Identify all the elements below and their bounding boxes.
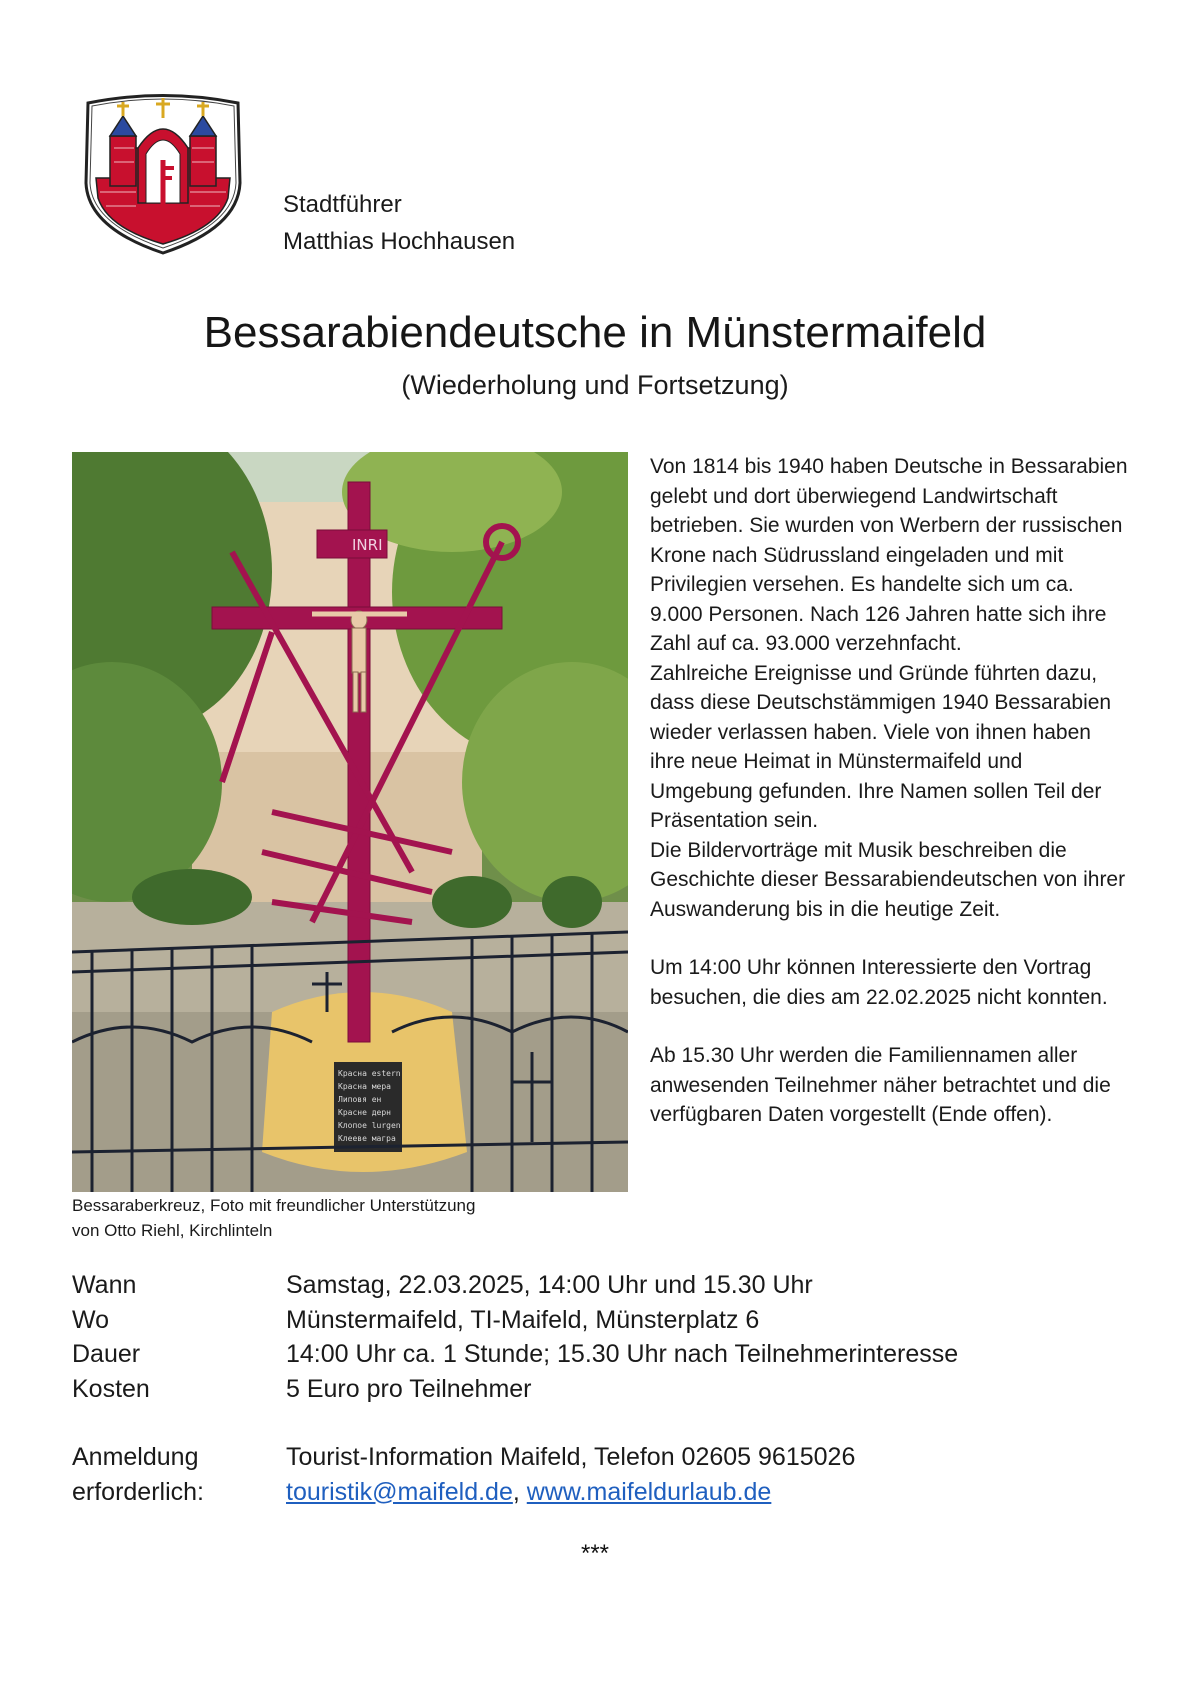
author-role: Stadtführer [283,191,402,218]
description-paragraph-first-session: Um 14:00 Uhr können Interessierte den Vortrag besuchen, die dies am 22.02.2025 nicht konnten. [650,956,1108,1009]
event-description [650,452,1130,1130]
detail-value: 14:00 Uhr ca. 1 Stunde; 15.30 Uhr nach Teilnehmerinteresse [286,1340,959,1368]
page-title: Bessarabiendeutsche in Münstermaifeld [203,308,987,357]
description-paragraph-history: Von 1814 bis 1940 haben Deutsche in Bessarabien gelebt und dort überwiegend Landwirtschaft betrieben. Sie wurden von Werbern der russischen Krone nach Südrussland eingeladen und mit Privilegien versehen. Es handelte sich um ca. 9.000 Personen. Nach 126 Jahren hatte sich ihre Zahl auf ca. 93.000 verzehnfacht. [650,455,1128,655]
link-separator: , [512,1477,527,1506]
sign-line-4: Красне дерн [338,1108,391,1117]
detail-row-duration [72,1337,958,1372]
event-details [72,1268,958,1509]
detail-label: Wann [72,1271,137,1299]
sign-line-6: Клееве мaгра [338,1134,396,1143]
detail-label: Dauer [72,1340,141,1368]
bessaraberkreuz-photo [72,452,628,1192]
detail-label: Kosten [72,1374,150,1403]
detail-row-when [72,1268,958,1303]
email-link[interactable]: touristik@maifeld.de [286,1477,513,1506]
registration-label [72,1440,286,1509]
detail-row-cost [72,1372,958,1407]
inri-plaque: INRI [352,536,383,554]
author-name: Matthias Hochhausen [283,228,516,255]
photo-caption-line-1: Bessaraberkreuz, Foto mit freundlicher Unterstützung [72,1196,476,1215]
sign-line-2: Краснa мера [338,1082,391,1091]
registration-links [286,1475,855,1510]
description-paragraph-presentation: Die Bildervorträge mit Musik beschreiben die Geschichte dieser Bessarabiendeutschen von ihrer Auswanderung bis in die heutige Zeit. [650,838,1126,921]
sign-line-3: Липовя ен [338,1095,382,1104]
registration-value [286,1440,855,1509]
description-paragraph-emigration: Zahlreiche Ereignisse und Gründe führten dazu, dass diese Deutschstämmigen 1940 Bessarabien wieder verlassen haben. Viele von ihnen haben ihre neue Heimat in Münstermaifeld und Umgebung gefunden. Ihre Namen sollen Teil der Präsentation sein. [650,661,1112,832]
photo-caption-line-2: von Otto Riehl, Kirchlinteln [72,1221,273,1240]
detail-row-registration [72,1440,958,1509]
website-link[interactable]: www.maifeldurlaub.de [526,1477,772,1506]
sign-line-1: Красна estern [338,1069,401,1078]
registration-label-line-2: erforderlich: [72,1477,204,1506]
detail-value: 5 Euro pro Teilnehmer [286,1374,532,1403]
coat-of-arms-logo [78,88,248,258]
detail-value: Münstermaifeld, TI-Maifeld, Münsterplatz 6 [286,1305,760,1334]
detail-value: Samstag, 22.03.2025, 14:00 Uhr und 15.30 Uhr [286,1271,813,1299]
footer-stars: *** [580,1540,610,1567]
detail-label: Wo [72,1305,110,1334]
author-block [283,186,515,260]
description-paragraph-second-session: Ab 15.30 Uhr werden die Familiennamen aller anwesenden Teilnehmer näher betrachtet und die verfügbaren Daten vorgestellt (Ende offen). [650,1044,1111,1126]
registration-contact: Tourist-Information Maifeld, Telefon 02605 9615026 [286,1443,856,1471]
detail-row-where [72,1303,958,1338]
photo-caption [72,1193,542,1243]
sign-line-5: Клопое lurgen [338,1121,401,1130]
page-subtitle: (Wiederholung und Fortsetzung) [401,370,789,400]
registration-label-line-1: Anmeldung [72,1443,199,1471]
